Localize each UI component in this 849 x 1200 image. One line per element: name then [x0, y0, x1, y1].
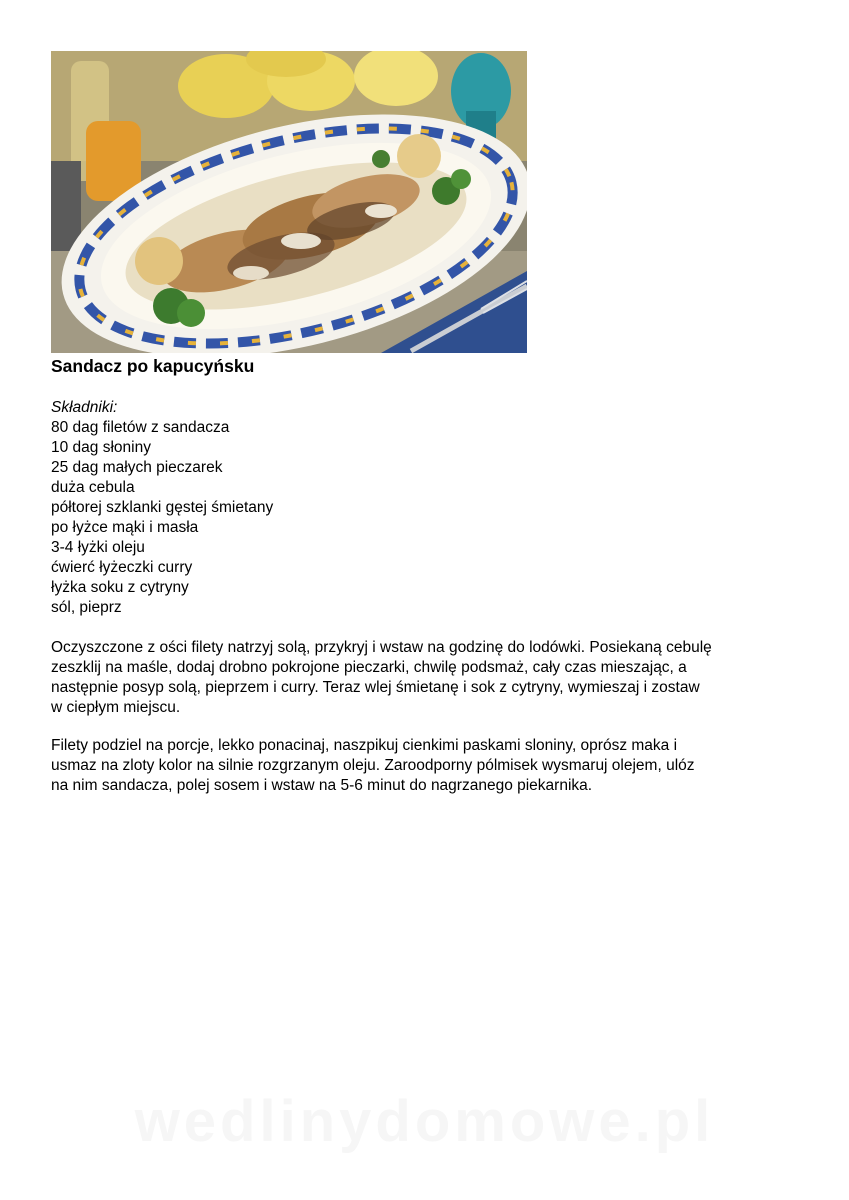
dish-photo — [51, 51, 527, 353]
ingredient-item: półtorej szklanki gęstej śmietany — [51, 499, 274, 516]
ingredient-item: 10 dag słoniny — [51, 439, 151, 456]
paragraph-line: następnie posyp solą, pieprzem i curry. Teraz wlej śmietanę i sok z cytryny, wymieszaj i zostaw — [51, 679, 700, 696]
ingredient-item: łyżka soku z cytryny — [51, 579, 189, 596]
ingredient-item: sól, pieprz — [51, 599, 122, 616]
recipe-title: Sandacz po kapucyńsku — [51, 356, 255, 376]
ingredient-item: 25 dag małych pieczarek — [51, 459, 223, 476]
ingredients-list — [51, 418, 273, 618]
instructions-paragraph-1 — [51, 638, 811, 718]
watermark: wedlinydomowe.pl — [134, 1089, 715, 1154]
instructions-paragraph-2 — [51, 736, 811, 796]
paragraph-line: w ciepłym miejscu. — [51, 699, 181, 716]
ingredient-item: 80 dag filetów z sandacza — [51, 419, 230, 436]
paragraph-line: usmaz na zloty kolor na silnie rozgrzanym oleju. Zaroodporny pólmisek wysmaruj olejem, ulóz — [51, 757, 695, 774]
ingredients-label: Składniki: — [51, 399, 118, 416]
ingredient-item: po łyżce mąki i masła — [51, 519, 199, 536]
ingredient-item: ćwierć łyżeczki curry — [51, 559, 193, 576]
paragraph-line: Filety podziel na porcje, lekko ponacinaj, naszpikuj cienkimi paskami sloniny, oprósz maka i — [51, 737, 678, 754]
ingredients-section — [51, 398, 273, 618]
paragraph-line: zeszklij na maśle, dodaj drobno pokrojone pieczarki, chwilę podsmaż, cały czas mieszając, a — [51, 659, 687, 676]
ingredient-item: duża cebula — [51, 479, 135, 496]
paragraph-line: Oczyszczone z ości filety natrzyj solą, przykryj i wstaw na godzinę do lodówki. Posiekaną cebulę — [51, 639, 712, 656]
paragraph-line: na nim sandacza, polej sosem i wstaw na 5-6 minut do nagrzanego piekarnika. — [51, 777, 593, 794]
ingredient-item: 3-4 łyżki oleju — [51, 539, 145, 556]
